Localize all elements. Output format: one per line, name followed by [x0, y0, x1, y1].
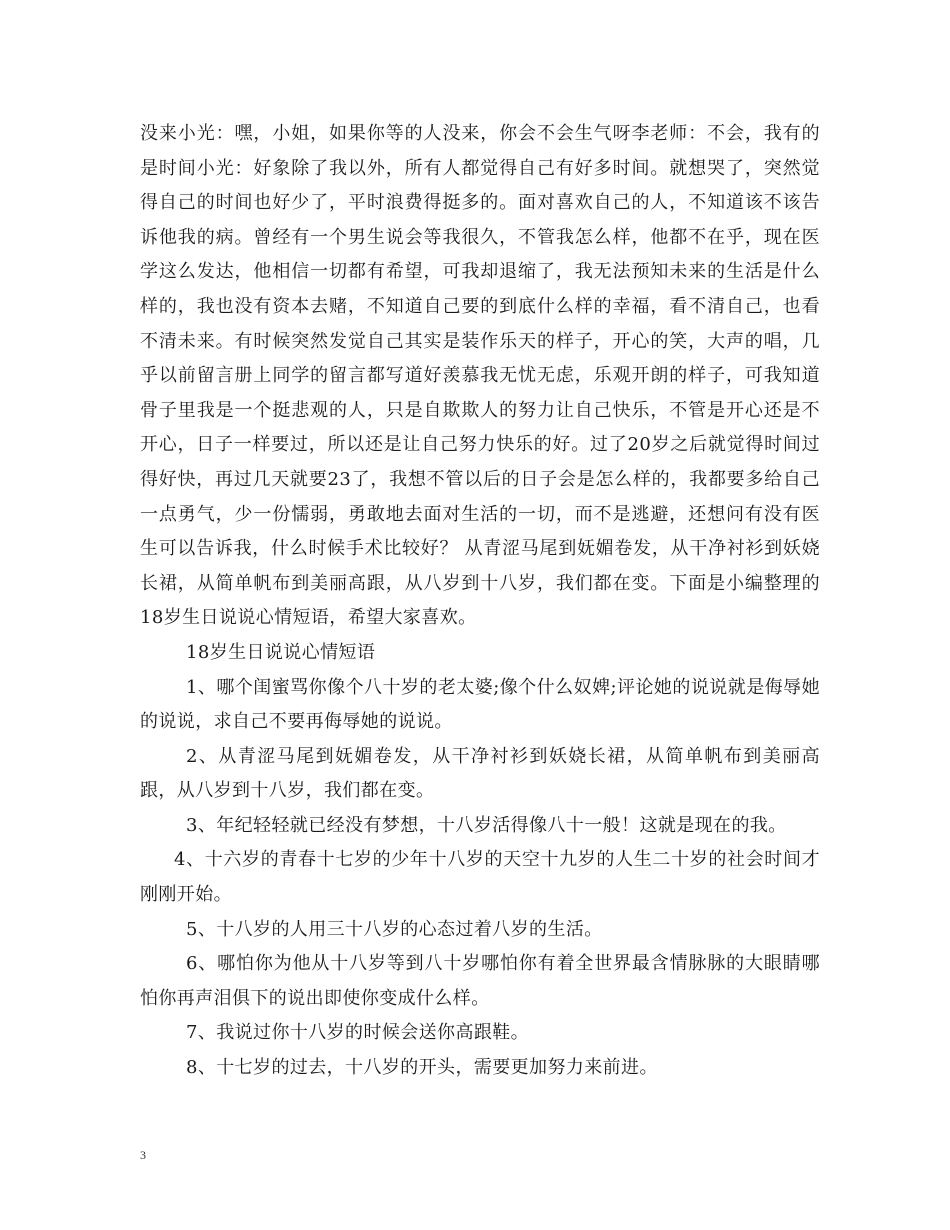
intro-paragraph: 没来小光：嘿，小姐，如果你等的人没来，你会不会生气呀李老师：不会，我有的是时间小光：好象除了我以外，所有人都觉得自己有好多时间。就想哭了，突然觉得自己的时间也好少了，平时浪费得挺多的。面对喜欢自己的人，不知道该不该告诉他我的病。曾经有一个男生说会等我很久，不管我怎么样，他都不在乎，现在医学这么发达，他相信一切都有希望，可我却退缩了，我无法预知未来的生活是什么样的，我也没有资本去赌，不知道自己要的到底什么样的幸福，看不清自己，也看不清未来。有时候突然发觉自己其实是装作乐天的样子，开心的笑，大声的唱，几乎以前留言册上同学的留言都写道好羡慕我无忧无虑，乐观开朗的样子，可我知道骨子里我是一个挺悲观的人，只是自欺欺人的努力让自己快乐，不管是开心还是不开心，日子一样要过，所以还是让自己努力快乐的好。过了20岁之后就觉得时间过得好快，再过几天就要23了，我想不管以后的日子会是怎么样的，我都要多给自己一点勇气，少一份懦弱，勇敢地去面对生活的一切，而不是逃避，还想问有没有医生可以告诉我，什么时候手术比较好？ 从青涩马尾到妩媚卷发，从干净衬衫到妖娆长裙，从简单帆布到美丽高跟，从八岁到十八岁，我们都在变。下面是小编整理的18岁生日说说心情短语，希望大家喜欢。: [140, 123, 820, 629]
list-item-3: 3、年纪轻轻就已经没有梦想，十八岁活得像八十一般！这就是现在的我。: [186, 814, 787, 836]
list-item-2: 2、从青涩马尾到妩媚卷发，从干净衬衫到妖娆长裙，从简单帆布到美丽高跟，从八岁到十八岁，我们都在变。: [140, 745, 820, 802]
document-body: [140, 117, 820, 1086]
page-number: 3: [140, 1148, 146, 1162]
list-item-1: 1、哪个闺蜜骂你像个八十岁的老太婆;像个什么奴婢;评论她的说说就是侮辱她的说说，求自己不要再侮辱她的说说。: [140, 676, 820, 733]
list-item-8: 8、十七岁的过去，十八岁的开头，需要更加努力来前进。: [186, 1057, 658, 1079]
list-item-4: 4、十六岁的青春十七岁的少年十八岁的天空十九岁的人生二十岁的社会时间才刚刚开始。: [140, 849, 820, 906]
list-item-6: 6、哪怕你为他从十八岁等到八十岁哪怕你有着全世界最含情脉脉的大眼睛哪怕你再声泪俱下的说出即使你变成什么样。: [140, 953, 820, 1009]
list-item-7: 7、我说过你十八岁的时候会送你高跟鞋。: [186, 1022, 530, 1044]
section-heading: 18岁生日说说心情短语: [186, 641, 376, 663]
list-item-5: 5、十八岁的人用三十八岁的心态过着八岁的生活。: [186, 918, 603, 940]
